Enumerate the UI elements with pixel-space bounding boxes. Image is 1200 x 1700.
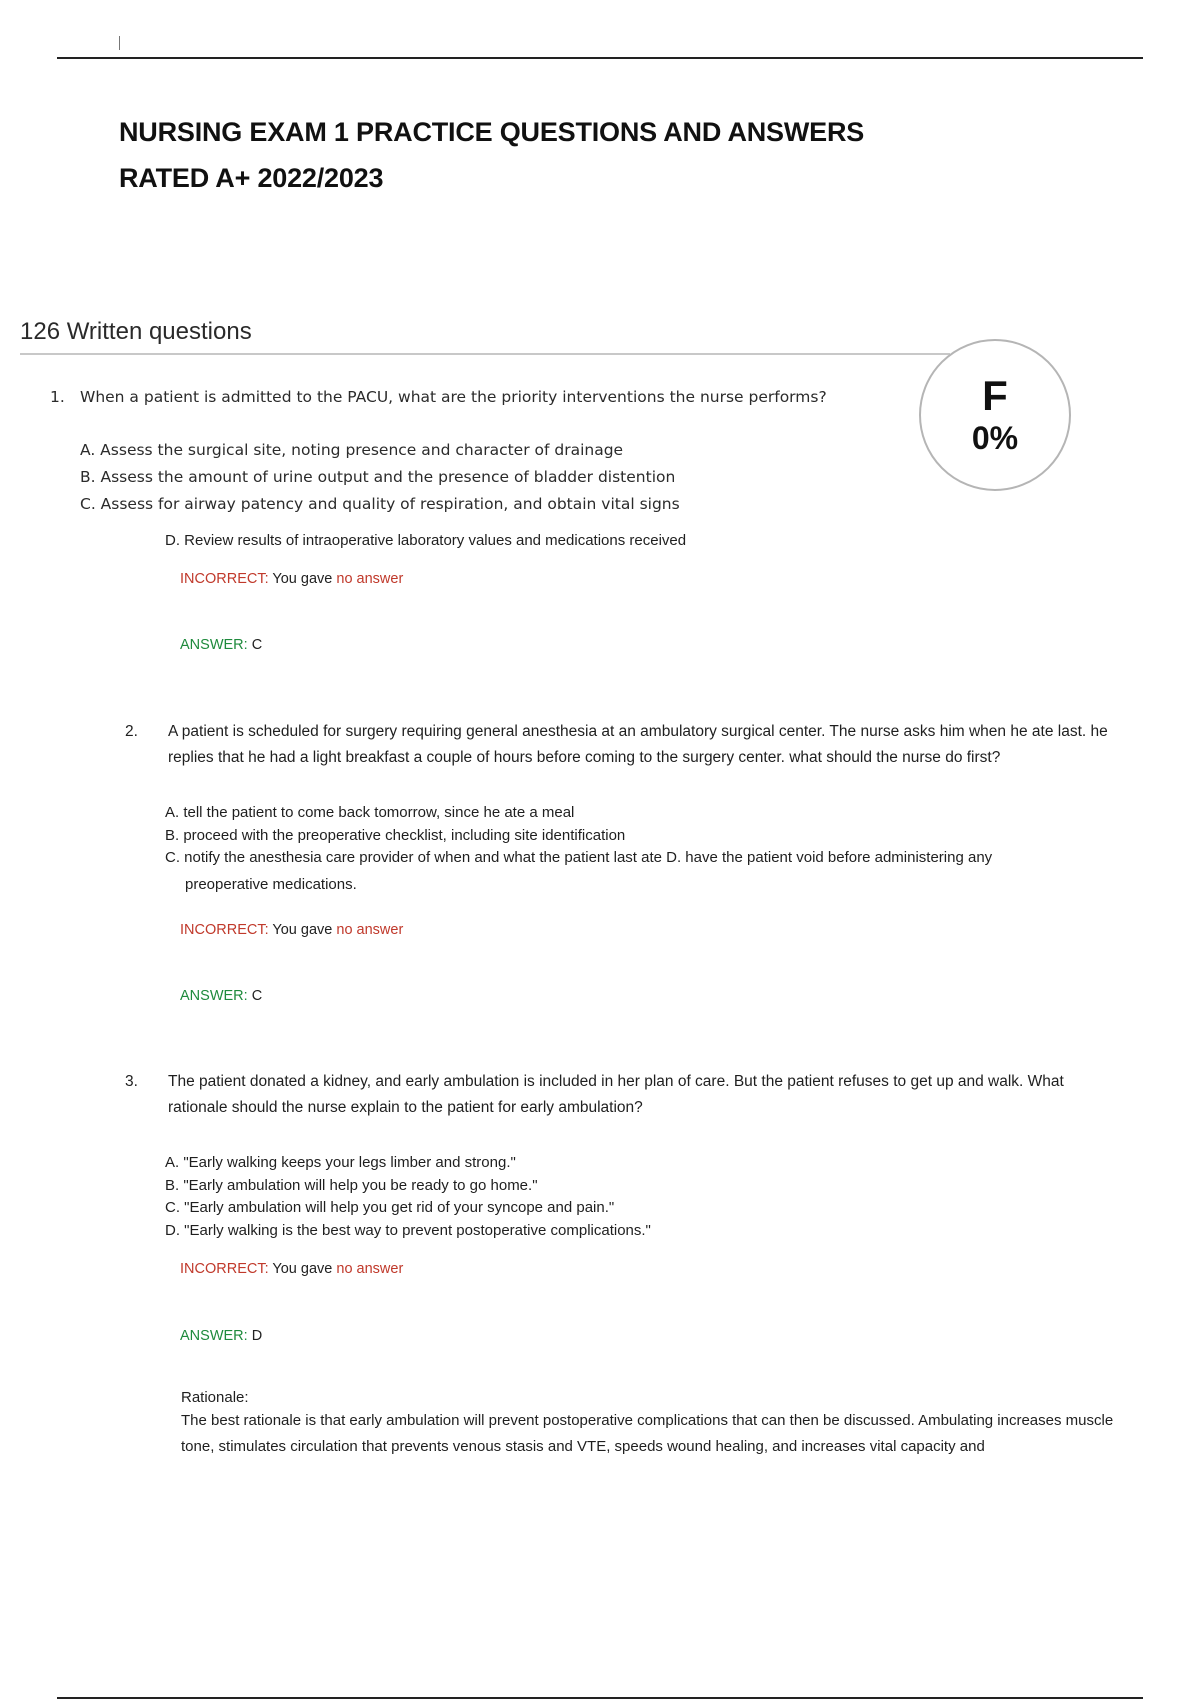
incorrect-feedback <box>180 571 403 587</box>
incorrect-label: INCORRECT: <box>180 922 269 938</box>
question-text: A patient is scheduled for surgery requiring general anesthesia at an ambulatory surgical center. The nurse asks him when he ate last. he replies that he had a light breakfast a couple of hours before coming to the surgery center. what should the nurse do first? <box>168 723 1108 766</box>
answer-label: ANSWER: <box>180 1328 248 1344</box>
question-text: When a patient is admitted to the PACU, what are the priority interventions the nurse performs? <box>80 388 827 406</box>
count-divider <box>20 353 950 355</box>
option-b: B. Assess the amount of urine output and the presence of bladder distention <box>80 468 676 486</box>
answer-label: ANSWER: <box>180 988 248 1004</box>
option-a: A. Assess the surgical site, noting presence and character of drainage <box>80 441 624 459</box>
rationale-text: The best rationale is that early ambulation will prevent postoperative complications that can then be discussed. Ambulating increases muscle tone, stimulates circulation that prevents venous stasis and VTE, speeds wound healing, and increases vital capacity and <box>181 1412 1114 1455</box>
text-cursor <box>119 36 120 50</box>
question-text: The patient donated a kidney, and early ambulation is included in her plan of care. But the patient refuses to get up and walk. What rationale should the nurse explain to the patient for early ambulation? <box>168 1073 1064 1116</box>
option-c: C. notify the anesthesia care provider of when and what the patient last ate D. have the patient void before administering any <box>165 849 993 866</box>
no-answer-text: no answer <box>336 922 404 938</box>
answer-value: C <box>251 988 263 1004</box>
document-title-line2: RATED A+ 2022/2023 <box>119 163 384 193</box>
question-number: 2. <box>125 723 138 740</box>
correct-answer <box>180 988 262 1004</box>
option-c-continued: preoperative medications. <box>185 876 357 893</box>
correct-answer <box>180 1328 262 1344</box>
bottom-rule <box>57 1697 1143 1699</box>
option-b: B. proceed with the preoperative checklist, including site identification <box>165 827 626 844</box>
question-count: 126 Written questions <box>20 318 252 345</box>
grade-percent: 0% <box>971 419 1019 456</box>
option-b: B. "Early ambulation will help you be ready to go home." <box>165 1177 538 1194</box>
option-a: A. "Early walking keeps your legs limber and strong." <box>165 1154 516 1171</box>
incorrect-feedback <box>180 1261 403 1277</box>
grade-badge <box>919 339 1071 491</box>
answer-label: ANSWER: <box>180 637 248 653</box>
question-number: 3. <box>125 1073 138 1090</box>
option-d: D. "Early walking is the best way to prevent postoperative complications." <box>165 1222 651 1239</box>
option-c: C. Assess for airway patency and quality of respiration, and obtain vital signs <box>80 495 680 513</box>
you-gave-text: You gave <box>272 922 333 938</box>
rationale-label: Rationale: <box>181 1389 249 1406</box>
no-answer-text: no answer <box>336 571 404 587</box>
answer-value: D <box>251 1328 263 1344</box>
question-number: 1. <box>50 388 65 406</box>
option-c: C. "Early ambulation will help you get rid of your syncope and pain." <box>165 1199 615 1216</box>
document-title-line1: NURSING EXAM 1 PRACTICE QUESTIONS AND ANSWERS <box>119 117 865 147</box>
option-d: D. Review results of intraoperative laboratory values and medications received <box>165 532 687 549</box>
incorrect-label: INCORRECT: <box>180 571 269 587</box>
correct-answer <box>180 637 262 653</box>
you-gave-text: You gave <box>272 571 333 587</box>
top-rule <box>57 57 1143 59</box>
option-a: A. tell the patient to come back tomorrow, since he ate a meal <box>165 804 575 821</box>
you-gave-text: You gave <box>272 1261 333 1277</box>
no-answer-text: no answer <box>336 1261 404 1277</box>
grade-letter: F <box>982 371 1008 419</box>
incorrect-feedback <box>180 922 403 938</box>
answer-value: C <box>251 637 263 653</box>
incorrect-label: INCORRECT: <box>180 1261 269 1277</box>
